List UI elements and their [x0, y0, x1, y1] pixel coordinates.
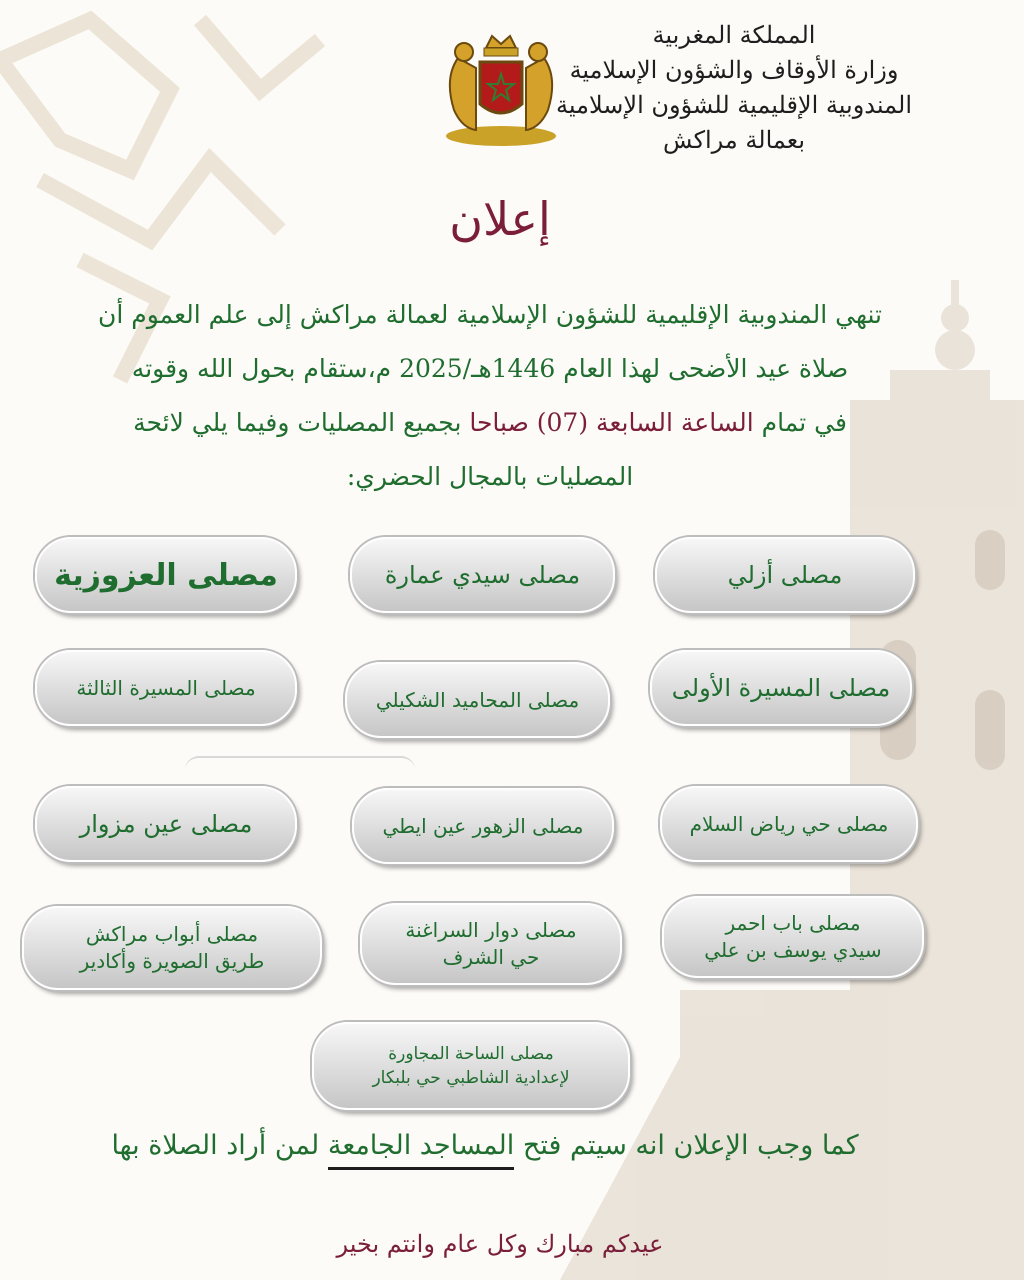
musalla-azzouzia — [35, 537, 297, 613]
musalla-douar-sraghna — [360, 903, 622, 985]
musalla-azli — [655, 537, 915, 613]
prayer-time-highlight: الساعة السابعة (07) صباحا — [469, 408, 754, 437]
musalla-sidi-amara — [350, 537, 615, 613]
musalla-douar-sraghna-line-2: حي الشرف — [442, 945, 540, 969]
musalla-abwab-marrakech — [22, 906, 322, 990]
musalla-douar-sraghna-line-1: مصلى دوار السراغنة — [405, 918, 577, 942]
note-suffix: لمن أراد الصلاة بها — [111, 1130, 320, 1161]
header-line-kingdom: المملكة المغربية — [652, 21, 816, 49]
announcement-title: إعلان — [449, 192, 551, 246]
musalla-chatibi-line-2: لإعدادية الشاطبي حي بلبكار — [372, 1068, 570, 1088]
header-line-delegation: المندوبية الإقليمية للشؤون الإسلامية — [556, 91, 912, 119]
body-line-3 — [40, 396, 940, 450]
mosques-note — [20, 1130, 950, 1161]
musalla-massira-1 — [650, 650, 912, 726]
musalla-riad-salam — [660, 786, 918, 862]
musalla-chatibi-belbekkar — [312, 1022, 630, 1110]
musalla-massira-1-label: مصلى المسيرة الأولى — [671, 674, 891, 702]
musalla-massira-3 — [35, 650, 297, 726]
musalla-azzouzia-label: مصلى العزوزية — [54, 557, 278, 593]
coat-of-arms-icon — [436, 18, 566, 150]
eid-greeting: عيدكم مبارك وكل عام وانتم بخير — [336, 1230, 664, 1258]
musalla-zohour-ain-itti — [352, 788, 614, 864]
musalla-chatibi-line-1: مصلى الساحة المجاورة — [388, 1044, 554, 1064]
announcement-body — [40, 288, 940, 504]
ministry-header — [534, 18, 934, 158]
musalla-massira-3-label: مصلى المسيرة الثالثة — [76, 675, 256, 700]
musalla-riad-salam-label: مصلى حي رياض السلام — [689, 811, 889, 836]
musalla-abwab-marrakech-line-1: مصلى أبواب مراكش — [85, 922, 259, 946]
body-line-4: المصليات بالمجال الحضري: — [346, 462, 634, 491]
body-line-3-suffix: بجميع المصليات وفيما يلي لائحة — [133, 408, 462, 437]
musalla-bab-ahmar — [662, 896, 924, 978]
musalla-azli-label: مصلى أزلي — [727, 561, 843, 589]
header-line-ministry: وزارة الأوقاف والشؤون الإسلامية — [569, 56, 899, 84]
body-line-3-prefix: في تمام — [761, 408, 847, 437]
body-line-1: تنهي المندوبية الإقليمية للشؤون الإسلامية لعمالة مراكش إلى علم العموم أن — [98, 300, 882, 329]
header-line-prefecture: بعمالة مراكش — [662, 126, 806, 154]
note-prefix: كما وجب الإعلان انه سيتم فتح — [522, 1130, 859, 1161]
musalla-ain-mezouar — [35, 786, 297, 862]
musalla-sidi-amara-label: مصلى سيدي عمارة — [384, 561, 581, 589]
musalla-mhamid-chkili-label: مصلى المحاميد الشكيلي — [375, 687, 580, 712]
musalla-mhamid-chkili — [345, 662, 610, 738]
musalla-abwab-marrakech-line-2: طريق الصويرة وأكادير — [79, 949, 265, 973]
note-underlined: المساجد الجامعة — [328, 1130, 514, 1170]
musalla-bab-ahmar-line-2: سيدي يوسف بن علي — [704, 938, 882, 962]
musalla-bab-ahmar-line-1: مصلى باب احمر — [725, 911, 861, 935]
musalla-zohour-ain-itti-label: مصلى الزهور عين ايطي — [382, 813, 584, 838]
body-line-2: صلاة عيد الأضحى لهذا العام 1446هـ/2025 م،ستقام بحول الله وقوته — [131, 354, 849, 383]
musalla-ain-mezouar-label: مصلى عين مزوار — [79, 810, 253, 838]
decorative-outline — [185, 756, 415, 772]
